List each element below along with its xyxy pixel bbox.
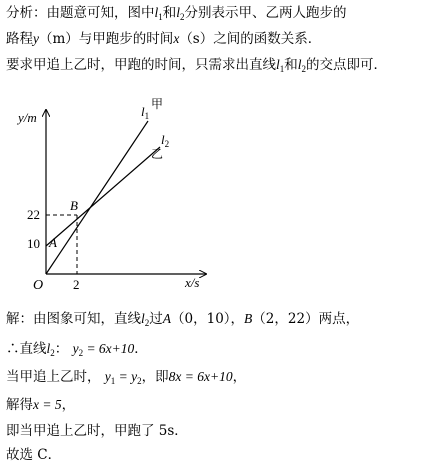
line-l2: [46, 147, 160, 246]
analysis-text: 和: [284, 57, 298, 73]
solution-text: 当甲追上乙时，: [6, 369, 101, 385]
analysis-text: 的交点即可．: [306, 57, 388, 73]
analysis-line-3: [6, 56, 387, 78]
equation-l2: $y_2 = 6x+10$: [72, 341, 135, 358]
solution-text: 解得: [6, 397, 33, 413]
solution-text: ，: [61, 397, 76, 413]
analysis-text: 和: [162, 5, 177, 21]
x-axis-label: x/s: [185, 275, 200, 290]
equation-x: x = 5: [33, 397, 62, 412]
l2-symbol: $l_2$: [176, 5, 185, 22]
solution-text: ∴直线: [6, 341, 47, 357]
solution-text: ，即: [141, 369, 169, 385]
line-l1: [46, 121, 148, 274]
analysis-text: 要求甲追上乙时，甲跑的时间，只需求出直线: [6, 57, 276, 73]
l1-symbol: $l_1$: [154, 5, 163, 22]
solution-text: 过: [149, 311, 163, 327]
l2-symbol: $l_2$: [297, 57, 307, 74]
solution-line-2: [6, 340, 148, 362]
analysis-text: 路程: [6, 31, 33, 47]
analysis-text: 分析：由题意可知，图中: [6, 5, 155, 21]
solution-line-1: [6, 310, 359, 332]
analysis-text: （s）之间的函数关系．: [179, 31, 322, 47]
equation-final: 8x = 6x+10: [168, 369, 233, 384]
solution-text: （2，22）两点，: [252, 311, 360, 327]
point-a-label: A: [49, 235, 57, 250]
solution-text: 解：由图象可知，直线: [6, 311, 141, 327]
l2-symbol: $l_2$: [141, 311, 150, 328]
point-b: B: [244, 311, 253, 326]
solution-line-4: [6, 396, 75, 414]
solution-line-5: 即当甲追上乙时，甲跑了 5s．: [6, 423, 188, 439]
analysis-line-2: [6, 30, 321, 48]
y-axis-label: y/m: [18, 110, 37, 125]
analysis-text: （m）与甲跑步的时间: [39, 31, 174, 47]
tick-label-x-2: 2: [73, 277, 80, 292]
solution-line-6: 故选 C．: [6, 447, 62, 463]
solution-text: ．: [134, 341, 148, 357]
analysis-text: 分别表示甲、乙两人跑步的: [184, 5, 347, 21]
solution-text: ：: [54, 341, 69, 357]
equation-y1-y2: $y_1 = y_2$: [104, 369, 142, 386]
origin-label: O: [33, 278, 44, 293]
solution-text: （0，10），: [171, 311, 245, 327]
line-l1-name: 甲: [151, 97, 164, 111]
line-l2-name: 乙: [151, 147, 164, 161]
function-graph: [0, 96, 230, 296]
point-b-label: B: [70, 198, 78, 213]
point-a: A: [162, 311, 172, 326]
y-variable: y: [33, 31, 39, 46]
solution-text: ，: [232, 369, 247, 385]
x-variable: x: [173, 31, 180, 46]
line-l2-label: $l_2$: [161, 132, 170, 149]
analysis-line-1: [6, 4, 347, 26]
l1-symbol: $l_1$: [276, 57, 285, 74]
tick-label-y-22: 22: [27, 207, 40, 222]
l2-symbol: $l_2$: [46, 341, 55, 358]
tick-label-y-10: 10: [27, 236, 40, 251]
line-l1-label: $l_1$: [141, 104, 150, 121]
solution-line-3: [6, 368, 246, 390]
